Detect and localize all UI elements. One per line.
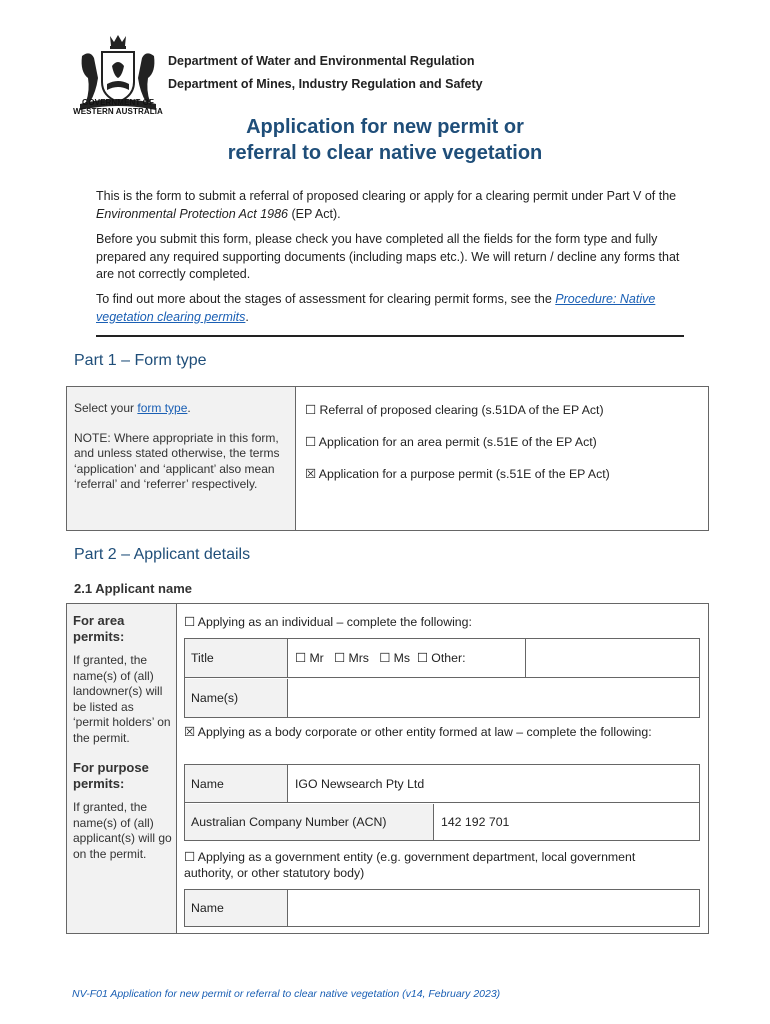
intro-paragraph-1 (96, 188, 696, 223)
names-label: Name(s) (185, 679, 288, 717)
intro-p3-text: To find out more about the stages of assessment for clearing permit forms, see the (96, 292, 556, 306)
purpose-permits-heading: For purpose permits: (73, 760, 149, 791)
government-label-line2: WESTERN AUSTRALIA (73, 107, 163, 116)
department-water: Department of Water and Environmental Regulation (168, 54, 475, 68)
checkbox-icon[interactable]: ☐ (184, 850, 196, 864)
select-text: Select your (74, 401, 138, 415)
form-type-options (297, 387, 708, 530)
option-referral[interactable] (305, 403, 708, 435)
select-text-end: . (187, 401, 191, 415)
checkbox-icon[interactable]: ☐ (305, 403, 317, 417)
purpose-permits-text: If granted, the name(s) of (all) applicant(s) will go on the permit. (73, 800, 172, 861)
company-name-row (185, 765, 699, 803)
acn-row (185, 804, 699, 840)
intro-p3-end: . (245, 309, 249, 324)
gov-name-input[interactable] (289, 890, 699, 926)
other-title-input[interactable] (525, 639, 699, 677)
acn-value[interactable]: 142 192 701 (441, 815, 510, 829)
form-type-instructions (67, 387, 296, 530)
option-purpose-permit[interactable] (305, 467, 708, 499)
form-type-table (66, 386, 709, 531)
title-options-text[interactable]: ☐ Mr ☐ Mrs ☐ Ms ☐ Other: (295, 651, 466, 665)
government-entity-option-label: Applying as a government entity (e.g. government department, local government authority, or other statutory body) (184, 850, 636, 880)
checkbox-checked-icon[interactable]: ☒ (184, 725, 196, 739)
act-name: Environmental Protection Act 1986 (96, 206, 289, 221)
intro-paragraph-3 (96, 291, 696, 326)
company-name-label: Name (185, 765, 288, 802)
individual-option-label: Applying as an individual – complete the following: (197, 615, 472, 629)
checkbox-checked-icon[interactable]: ☒ (305, 467, 317, 481)
department-mines: Department of Mines, Industry Regulation and Safety (168, 77, 483, 91)
government-fields (184, 889, 700, 927)
applicant-table (66, 603, 709, 934)
option-referral-label: Referral of proposed clearing (s.51DA of the EP Act) (319, 403, 604, 417)
page-title (0, 114, 770, 166)
divider (96, 335, 684, 337)
part2-heading: Part 2 – Applicant details (74, 546, 251, 563)
select-form-type-text (74, 401, 289, 417)
page-title-line1: Application for new permit or (246, 116, 524, 138)
intro-paragraph-2: Before you submit this form, please check you have completed all the fields for the form type and fully prepared any required supporting documents (including maps etc.). We will return / decline any forms that are not correctly completed. (96, 232, 680, 281)
body-corporate-option[interactable] (184, 725, 684, 741)
form-type-link[interactable]: form type (137, 401, 188, 415)
company-name-value[interactable]: IGO Newsearch Pty Ltd (295, 776, 425, 791)
footer-text: NV-F01 Application for new permit or referral to clear native vegetation (v14, February 2023) (72, 988, 501, 1000)
applicant-name-heading: 2.1 Applicant name (74, 581, 192, 596)
checkbox-icon[interactable]: ☐ (184, 615, 196, 629)
names-row (185, 679, 699, 717)
acn-label: Australian Company Number (ACN) (185, 804, 434, 840)
note-text: NOTE: Where appropriate in this form, and unless stated otherwise, the terms ‘application’ and ‘applicant’ also mean ‘referral’ and ‘referrer’ respectively. (74, 430, 280, 491)
title-label: Title (185, 639, 288, 677)
intro-p1-end: (EP Act). (288, 206, 341, 221)
part1-heading: Part 1 – Form type (74, 352, 207, 369)
government-label-line1: GOVERNMENT OF (82, 98, 154, 107)
body-corporate-option-label: Applying as a body corporate or other entity formed at law – complete the following: (197, 725, 652, 739)
body-corporate-fields (184, 764, 700, 841)
title-row (185, 639, 699, 678)
names-input[interactable] (289, 679, 699, 717)
government-entity-option[interactable] (184, 850, 684, 881)
intro-p1-text: This is the form to submit a referral of proposed clearing or apply for a clearing permit under Part V of the (96, 189, 677, 203)
area-permits-heading: For area permits: (73, 613, 125, 644)
title-options[interactable] (289, 639, 525, 677)
checkbox-icon[interactable]: ☐ (305, 435, 317, 449)
option-purpose-permit-label: Application for a purpose permit (s.51E of the EP Act) (318, 467, 610, 481)
procedure-link[interactable]: Procedure: Native vegetation clearing permits (96, 292, 656, 324)
applicant-instructions (67, 604, 177, 933)
individual-fields (184, 638, 700, 718)
option-area-permit-label: Application for an area permit (s.51E of the EP Act) (318, 435, 597, 449)
gov-name-label: Name (185, 890, 288, 926)
page-title-line2: referral to clear native vegetation (227, 142, 543, 164)
area-permits-text: If granted, the name(s) of (all) landowner(s) will be listed as ‘permit holders’ on the permit. (73, 653, 171, 745)
option-area-permit[interactable] (305, 435, 708, 467)
individual-option[interactable] (184, 615, 684, 631)
applicant-fields (178, 604, 708, 933)
